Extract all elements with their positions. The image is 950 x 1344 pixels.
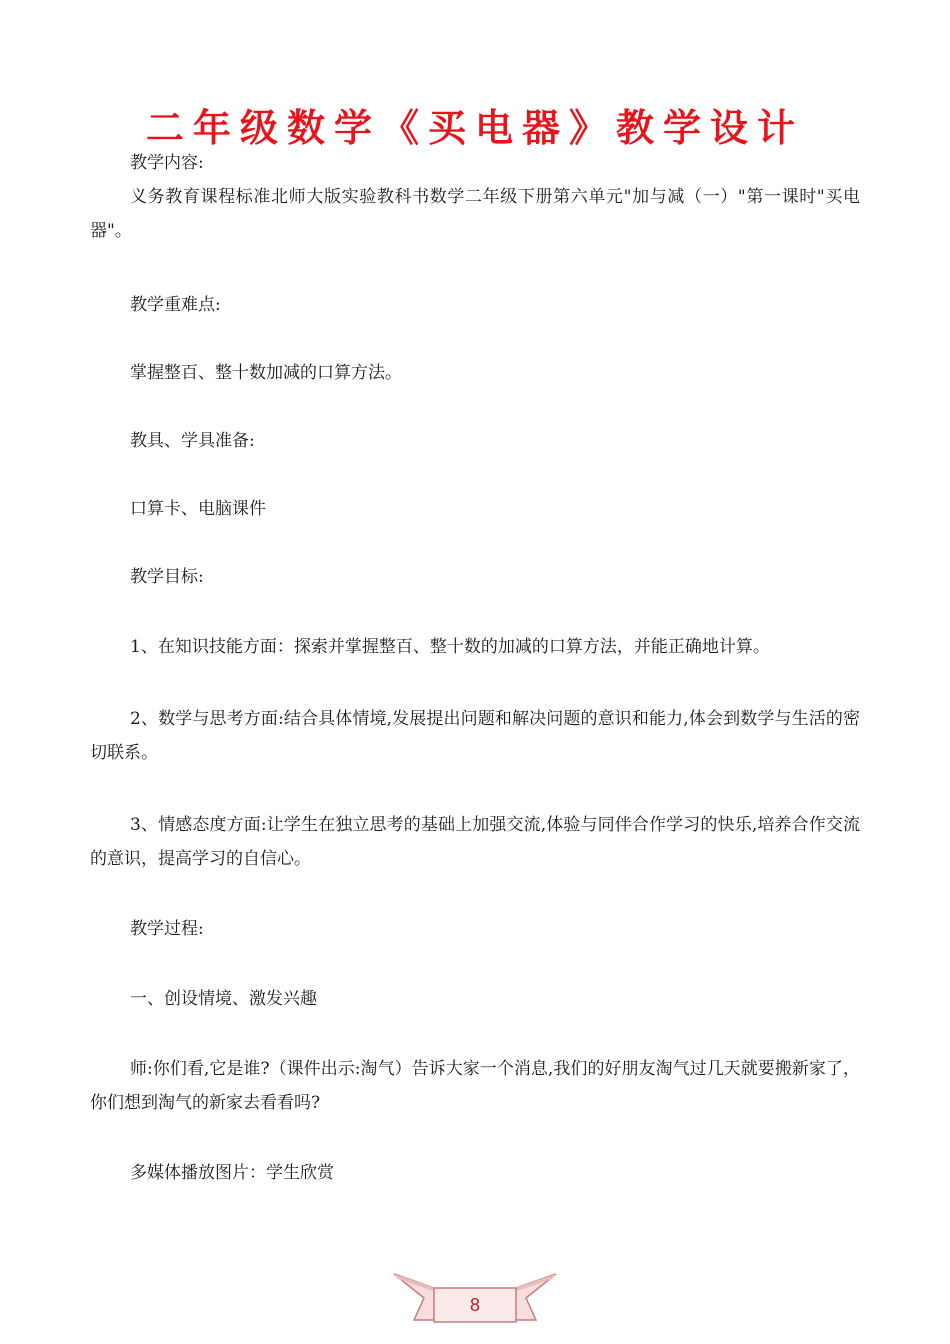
paragraph-multimedia: 多媒体播放图片：学生欣赏	[130, 1163, 334, 1183]
paragraph-goal-2: 2、数学与思考方面:结合具体情境,发展提出问题和解决问题的意识和能力,体会到数学与生活的密切联系。	[90, 709, 860, 763]
paragraph-step-1-heading: 一、创设情境、激发兴趣	[130, 989, 317, 1009]
document-title: 二年级数学《买电器》教学设计	[145, 106, 804, 150]
paragraph-materials-body: 口算卡、电脑课件	[130, 499, 266, 519]
paragraph-process-heading: 教学过程:	[130, 919, 204, 939]
paragraph-goal-1: 1、在知识技能方面：探索并掌握整百、整十数的加减的口算方法，并能正确地计算。	[130, 637, 770, 657]
paragraph-content-heading: 教学内容:	[130, 153, 204, 173]
paragraph-goals-heading: 教学目标:	[130, 567, 204, 587]
page-number: 8	[469, 1295, 480, 1315]
paragraph-teacher-dialogue: 师:你们看,它是谁?（课件出示:淘气）告诉大家一个消息,我们的好朋友淘气过几天就要搬新家了，你们想到淘气的新家去看看吗?	[90, 1059, 860, 1113]
paragraph-keypoints-body: 掌握整百、整十数加减的口算方法。	[130, 363, 402, 383]
paragraph-content-body: 义务教育课程标准北师大版实验教科书数学二年级下册第六单元"加与减（一）"第一课时"买电器"。	[90, 187, 860, 241]
paragraph-materials-heading: 教具、学具准备:	[130, 431, 255, 451]
paragraph-keypoints-heading: 教学重难点:	[130, 295, 221, 315]
paragraph-goal-3: 3、情感态度方面:让学生在独立思考的基础上加强交流,体验与同伴合作学习的快乐,培养合作交流的意识，提高学习的自信心。	[90, 815, 860, 869]
